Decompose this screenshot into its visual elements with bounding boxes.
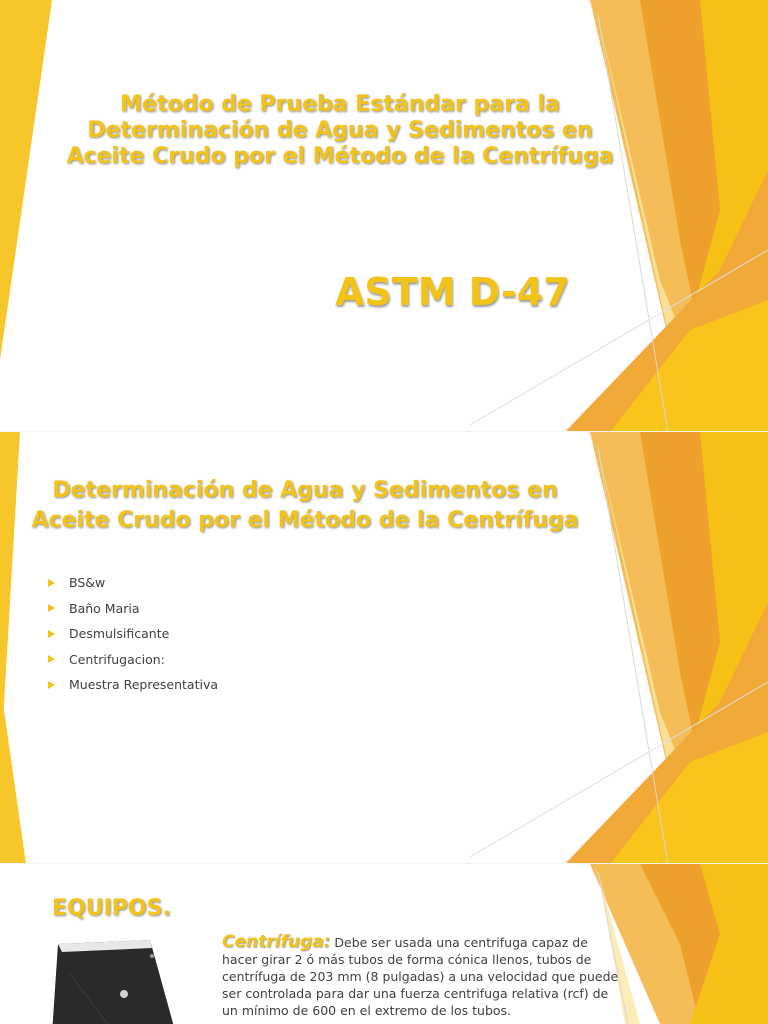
list-item — [48, 672, 218, 698]
list-item-text: BS&w — [69, 575, 106, 591]
slide-title — [0, 0, 768, 432]
slide-equipment — [0, 864, 768, 1024]
list-item — [48, 647, 218, 673]
triangle-bullet-icon — [48, 681, 55, 689]
equipment-name: Centrífuga: — [222, 932, 331, 952]
triangle-bullet-icon — [48, 655, 55, 663]
bullet-list — [48, 570, 218, 698]
list-item-text: Desmulsificante — [69, 626, 170, 642]
slide-heading: Determinación de Agua y Sedimentos en Aceite Crudo por el Método de la Centrífuga — [31, 478, 579, 533]
slide-subtitle: ASTM D-47 — [335, 270, 570, 314]
list-item-text: Centrifugacion: — [69, 651, 165, 667]
triangle-bullet-icon — [48, 604, 55, 612]
equipment-text: Debe ser usada una centrifuga capaz de hacer girar 2 ó más tubos de forma cónica llenos, tubos de centrífuga de 203 mm (8 pulgadas) a una velocidad que puede ser controlada para dar una fuerza centrifuga relativa (rcf) de un mínimo de 600 en el extremo de los tubos. — [222, 935, 619, 1018]
equipment-description — [222, 934, 620, 1019]
list-item — [48, 596, 218, 622]
slide-title-heading: Método de Prueba Estándar para la Determinación de Agua y Sedimentos en Aceite Crudo por el Método de la Centrífuga — [66, 92, 614, 169]
list-item-text: Baño Maria — [69, 600, 140, 616]
triangle-bullet-icon — [48, 579, 55, 587]
slide-decoration — [0, 0, 768, 432]
section-heading: EQUIPOS. — [52, 896, 171, 921]
list-item — [48, 621, 218, 647]
centrifuge-image — [52, 934, 180, 1024]
triangle-bullet-icon — [48, 630, 55, 638]
list-item — [48, 570, 218, 596]
slide-content — [0, 432, 768, 864]
list-item-text: Muestra Representativa — [69, 677, 219, 693]
